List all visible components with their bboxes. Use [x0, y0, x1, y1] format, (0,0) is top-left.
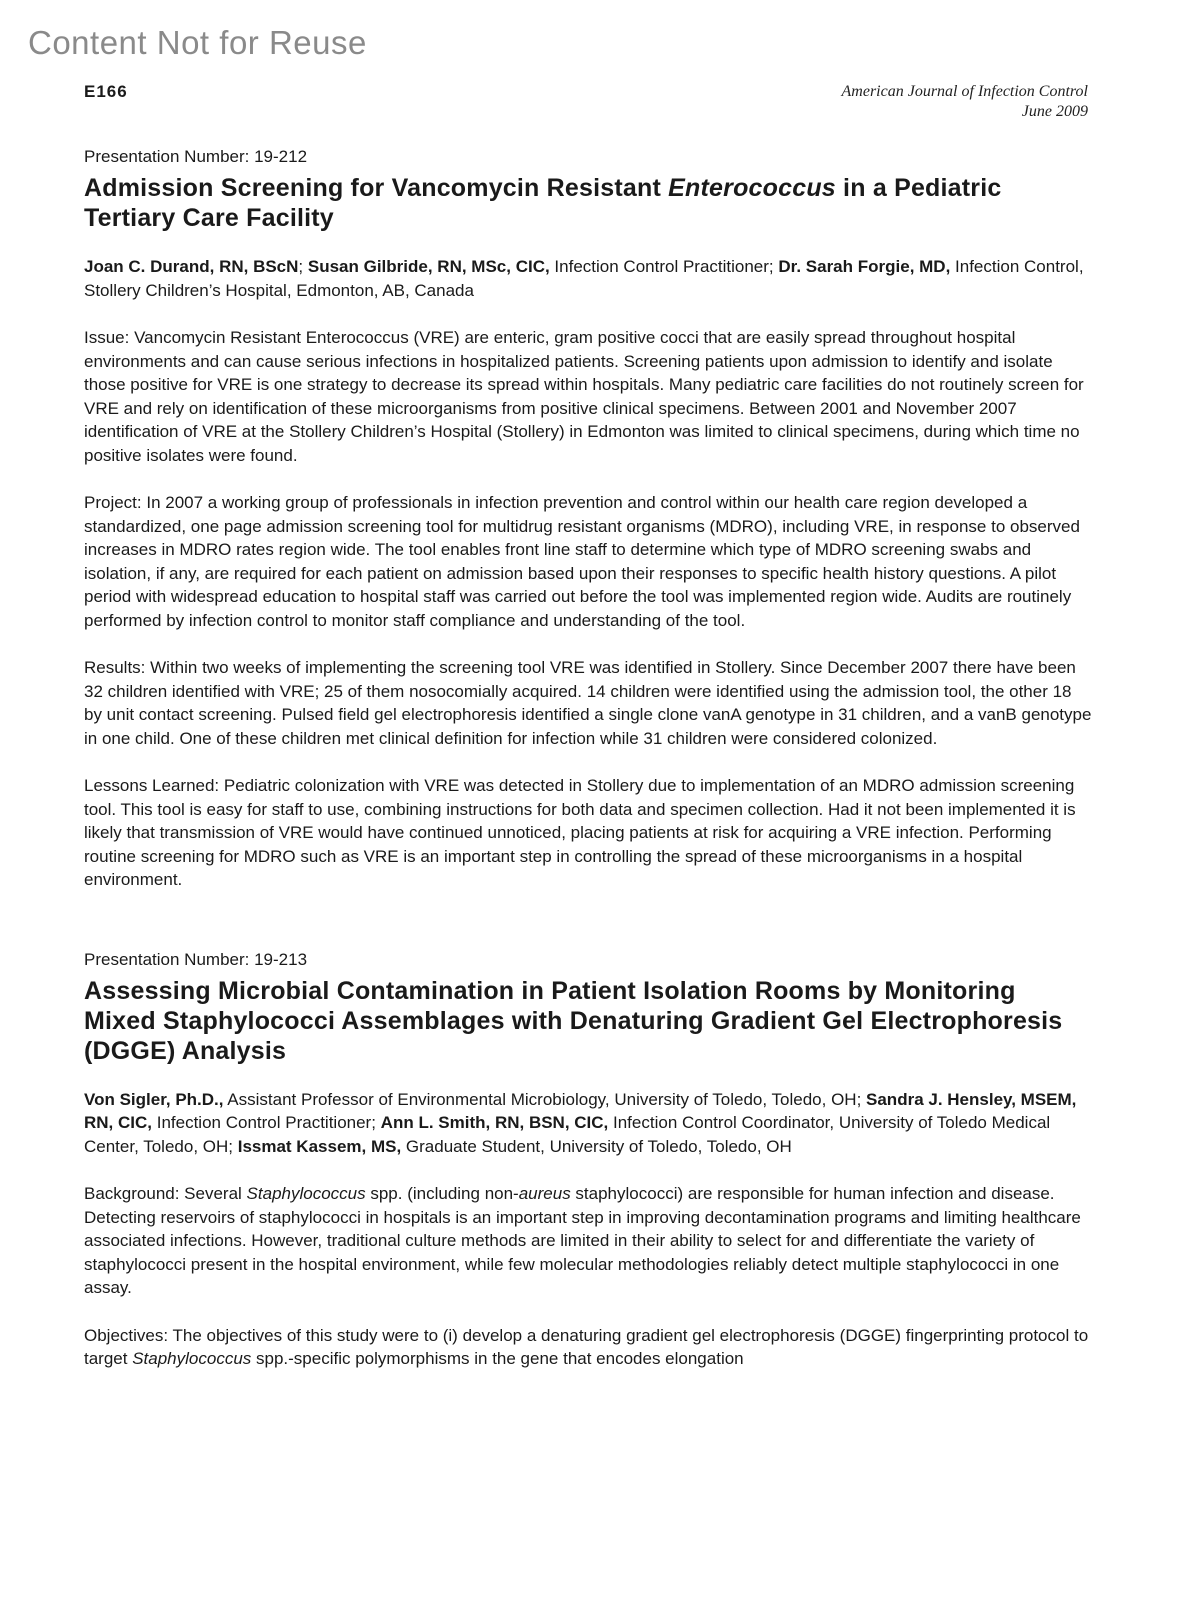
abstract-title: Assessing Microbial Contamination in Patient Isolation Rooms by Monitoring Mixed Staphylococci Assemblages with Denaturing Gradient Gel Electrophoresis (DGGE) Analysis — [84, 976, 1063, 1065]
page-number: E166 — [84, 82, 128, 101]
abstract-authors: Von Sigler, Ph.D., Assistant Professor of Environmental Microbiology, University of Toledo, Toledo, OH; Sandra J. Hensley, MSEM, RN, CIC, Infection Control Practitioner; Ann L. Smith, RN, BSN, CIC, Infection Control Coordinator, University of Toledo Medical Center, Toledo, OH; Issmat Kassem, MS, Graduate Student, University of Toledo, Toledo, OH — [84, 1089, 1077, 1156]
abstract-paragraph-issue: Issue: Vancomycin Resistant Enterococcus (VRE) are enteric, gram positive cocci that are easily spread throughout hospital environments and can cause serious infections in hospitalized patients. Screening patients upon admission to identify and isolate those positive for VRE is one strategy to decrease its spread within hospitals. Many pediatric care facilities do not routinely screen for VRE and rely on identification of these microorganisms from positive clinical specimens. Between 2001 and November 2007 identification of VRE at the Stollery Children’s Hospital (Stollery) in Edmonton was limited to clinical specimens, during which time no positive isolates were found. — [84, 328, 1084, 465]
page-header — [84, 82, 1088, 122]
journal-name: American Journal of Infection Control — [841, 83, 1088, 100]
presentation-number: Presentation Number: 19-213 — [84, 949, 308, 969]
abstract-paragraph-lessons-learned: Lessons Learned: Pediatric colonization with VRE was detected in Stollery due to implementation of an MDRO admission screening tool. This tool is easy for staff to use, combining instructions for both data and specimen collection. Had it not been implemented it is likely that transmission of VRE would have continued unnoticed, placing patients at risk for acquiring a VRE infection. Performing routine screening for MDRO such as VRE is an important step in controlling the spread of these microorganisms in a hospital environment. — [84, 776, 1076, 889]
page-content — [84, 146, 1092, 1371]
journal-issue-date: June 2009 — [1021, 103, 1088, 120]
abstract-paragraph-background: Background: Several Staphylococcus spp. (including non-aureus staphylococci) are responsible for human infection and disease. Detecting reservoirs of staphylococci in hospitals is an important step in improving decontamination programs and limiting healthcare associated infections. However, traditional culture methods are limited in their ability to select for and differentiate the variety of staphylococci present in the hospital environment, while few molecular methodologies reliably detect multiple staphylococci in one assay. — [84, 1184, 1081, 1297]
abstract-title: Admission Screening for Vancomycin Resistant Enterococcus in a Pediatric Tertiary Care Facility — [84, 174, 1002, 232]
content-not-for-reuse-watermark: Content Not for Reuse — [28, 24, 367, 61]
abstract-authors: Joan C. Durand, RN, BScN; Susan Gilbride, RN, MSc, CIC, Infection Control Practitioner; Dr. Sarah Forgie, MD, Infection Control, Stollery Children’s Hospital, Edmonton, AB, Canada — [84, 257, 1084, 300]
presentation-number: Presentation Number: 19-212 — [84, 147, 308, 166]
abstract-paragraph-results: Results: Within two weeks of implementing the screening tool VRE was identified in Stollery. Since December 2007 there have been 32 children identified with VRE; 25 of them nosocomially acquired. 14 children were identified using the admission tool, the other 18 by unit contact screening. Pulsed field gel electrophoresis identified a single clone vanA genotype in 31 children, and a vanB genotype in one child. One of these children met clinical definition for infection while 31 children were considered colonized. — [84, 658, 1092, 748]
journal-info — [842, 82, 1088, 122]
abstract-paragraph-project: Project: In 2007 a working group of professionals in infection prevention and control within our health care region developed a standardized, one page admission screening tool for multidrug resistant organisms (MDRO), including VRE, in response to observed increases in MDRO rates region wide. The tool enables front line staff to determine which type of MDRO screening swabs and isolation, if any, are required for each patient on admission based upon their responses to specific health history questions. A pilot period with widespread education to hospital staff was carried out before the tool was implemented region wide. Audits are routinely performed by infection control to monitor staff compliance and understanding of the tool. — [84, 493, 1080, 630]
abstract-19-213 — [84, 949, 1092, 1371]
abstract-19-212 — [84, 146, 1092, 892]
abstract-paragraph-objectives: Objectives: The objectives of this study were to (i) develop a denaturing gradient gel electrophoresis (DGGE) fingerprinting protocol to target Staphylococcus spp.-specific polymorphisms in the gene that encodes elongation — [84, 1325, 1089, 1368]
